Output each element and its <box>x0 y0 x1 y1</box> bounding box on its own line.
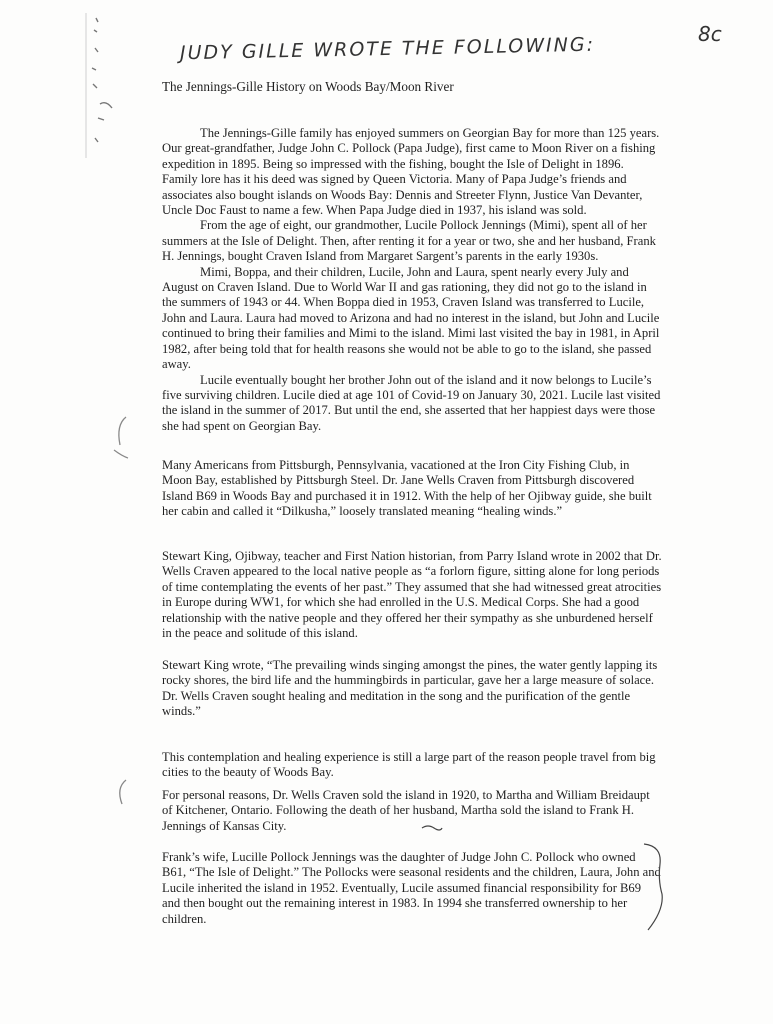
margin-bracket-mark-lower <box>112 778 132 808</box>
page-number: 8c <box>698 22 722 46</box>
binding-edge-marks <box>78 8 118 158</box>
document-title: The Jennings-Gille History on Woods Bay/Moon River <box>162 79 454 94</box>
paragraph-franks-wife: Frank’s wife, Lucille Pollock Jennings was the daughter of Judge John C. Pollock who owned B61, “The Isle of Delight.” The Pollocks were seasonal residents and the children, Laura, John and Lucile inherited the island in 1952. Eventually, Lucile assumed financial responsibility for B69 and then bought out the remaining interest in 1983. In 1994 she transferred ownership to her children. <box>162 850 661 926</box>
paragraph-contemplation: This contemplation and healing experience is still a large part of the reason people travel from big cities to the beauty of Woods Bay. <box>162 750 656 780</box>
paragraph-king-quote: Stewart King wrote, “The prevailing winds singing amongst the pines, the water gently lapping its rocky shores, the bird life and the hummingbirds in particular, gave her a large measure of solace. Dr. Wells Craven sought healing and meditation in the song and the purification of the gentle winds.” <box>162 658 658 719</box>
paragraph-grandmother: From the age of eight, our grandmother, Lucile Pollock Jennings (Mimi), spent all of her summers at the Isle of Delight. Then, after renting it for a year or two, she and her husband, Frank H. Jennings, bought Craven Island from Margaret Sargent’s parents in the early 1930s. <box>162 218 656 264</box>
paragraph-lucile: Lucile eventually bought her brother John out of the island and it now belongs to Lucile’s five surviving children. Lucile died at age 101 of Covid-19 on January 30, 2021. Lucile last visited the island in the summer of 2017. But until the end, she asserted that her happiest days were those she had spent on Georgian Bay. <box>162 372 661 433</box>
handwritten-header: JUDY GILLE WROTE THE FOLLOWING: <box>179 33 596 65</box>
paragraph-stewart-king: Stewart King, Ojibway, teacher and First Nation historian, from Parry Island wrote in 2002 that Dr. Wells Craven appeared to the local native people as “a forlorn figure, sitting alone for long periods of time contemplating the events of her past.” They assumed that she had witnessed great atrocities in Europe during WW1, for which she had enrolled in the U.S. Medical Corps. She had a good relationship with the native people and they offered her their sympathy as she unburdened herself in the peace and solitude of this island. <box>162 549 662 641</box>
paragraph-sale-1920: For personal reasons, Dr. Wells Craven sold the island in 1920, to Martha and William Breidaupt of Kitchener, Ontario. Following the death of her husband, Martha sold the island to Frank H. Jennings of Kansas City. <box>162 788 650 833</box>
right-margin-bracket <box>640 840 670 940</box>
pen-stroke-mark <box>420 822 444 834</box>
paragraph-origins: The Jennings-Gille family has enjoyed summers on Georgian Bay for more than 125 years. Our great-grandfather, Judge John C. Pollock (Papa Judge), first came to Moon River on a fishing expedition in 1895. Being so impressed with the fishing, bought the Isle of Delight in 1896. Family lore has it his deed was signed by Queen Victoria. Many of Papa Judge’s friends and associates also bought islands on Woods Bay: Dennis and Streeter Flynn, Justice Van Devanter, Uncle Doc Faust to name a few. When Papa Judge died in 1937, his island was sold. <box>162 126 660 218</box>
paragraph-iron-city-club: Many Americans from Pittsburgh, Pennsylvania, vacationed at the Iron City Fishing Club, in Moon Bay, established by Pittsburgh Steel. Dr. Jane Wells Craven from Pittsburgh discovered Island B69 in Woods Bay and purchased it in 1912. With the help of her Ojibway guide, she built her cabin and called it “Dilkusha,” loosely translated meaning “healing winds.” <box>162 458 652 519</box>
margin-tick-mark <box>112 448 132 468</box>
paragraph-craven-island: Mimi, Boppa, and their children, Lucile, John and Laura, spent nearly every July and August on Craven Island. Due to World War II and gas rationing, they did not go to the island in the summers of 1943 or 44. When Boppa died in 1953, Craven Island was transferred to Lucile, John and Laura. Laura had moved to Arizona and had no interest in the island, but John and Lucile continued to bring their families and Mimi to the island. Mimi last visited the bay in 1981, in April 1982, after being told that for health reasons she would not be able to go to the island, she passed away. <box>162 264 660 372</box>
family-history-section <box>162 126 662 434</box>
